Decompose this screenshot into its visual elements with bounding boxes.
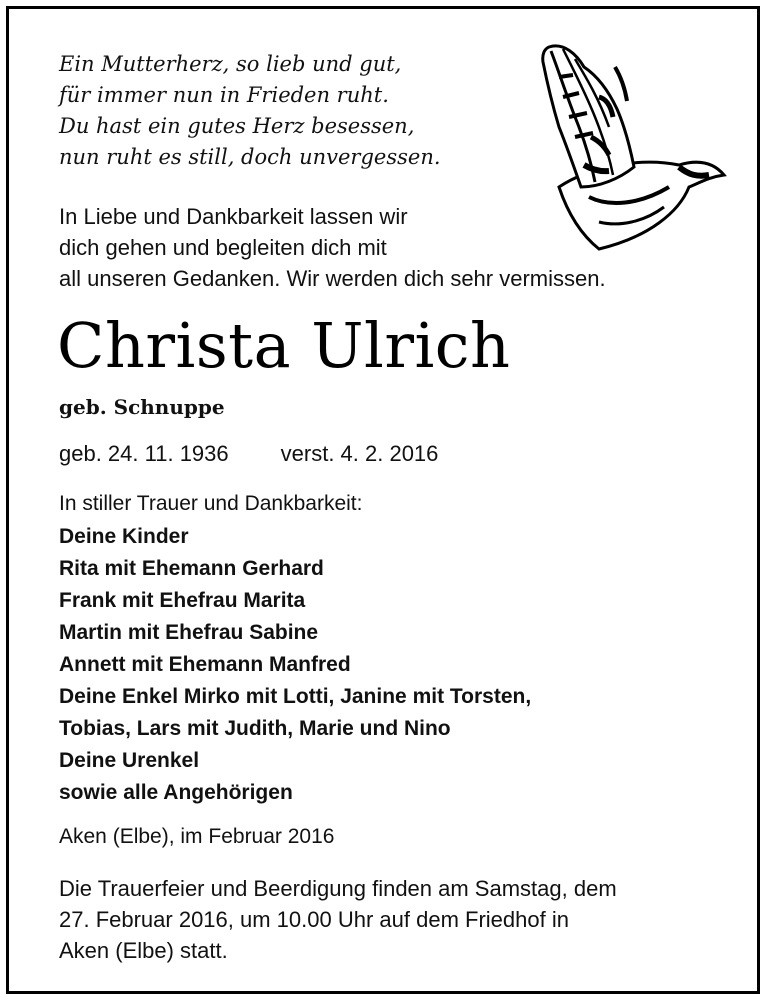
poem-line: Du hast ein gutes Herz besessen, (59, 114, 415, 138)
mourner-line: Rita mit Ehemann Gerhard (59, 557, 324, 580)
intro-text (59, 201, 606, 294)
funeral-line: Aken (Elbe) statt. (59, 938, 228, 963)
funeral-line: 27. Februar 2016, um 10.00 Uhr auf dem Friedhof in (59, 907, 569, 932)
mourner-line: Deine Urenkel (59, 749, 200, 772)
birth-date: geb. 24. 11. 1936 (59, 441, 229, 466)
mourner-line: Tobias, Lars mit Judith, Marie und Nino (59, 717, 451, 740)
intro-line: dich gehen und begleiten dich mit (59, 235, 387, 260)
mourner-line: sowie alle Angehörigen (59, 781, 293, 804)
mourners-heading: In stiller Trauer und Dankbarkeit: (59, 492, 363, 515)
intro-line: In Liebe und Dankbarkeit lassen wir (59, 204, 408, 229)
place-date: Aken (Elbe), im Februar 2016 (59, 825, 335, 848)
maiden-name: geb. Schnuppe (59, 395, 225, 419)
poem-line: für immer nun in Frieden ruht. (59, 83, 389, 107)
mourner-line: Martin mit Ehefrau Sabine (59, 621, 319, 644)
mourner-line: Deine Kinder (59, 525, 189, 548)
funeral-notice (59, 873, 617, 966)
poem-line: Ein Mutterherz, so lieb und gut, (59, 52, 402, 76)
mourner-line: Frank mit Ehefrau Marita (59, 589, 306, 612)
mourner-line: Annett mit Ehemann Manfred (59, 653, 351, 676)
intro-line: all unseren Gedanken. Wir werden dich sehr vermissen. (59, 266, 606, 291)
mourner-line: Deine Enkel Mirko mit Lotti, Janine mit Torsten, (59, 685, 532, 708)
poem-line: nun ruht es still, doch unvergessen. (59, 145, 441, 169)
mourners-list (59, 521, 531, 809)
deceased-name: Christa Ulrich (57, 309, 511, 382)
life-dates (59, 441, 438, 467)
obituary-frame (6, 6, 760, 994)
death-date: verst. 4. 2. 2016 (280, 441, 439, 466)
funeral-line: Die Trauerfeier und Beerdigung finden am Samstag, dem (59, 876, 617, 901)
poem (59, 49, 441, 173)
